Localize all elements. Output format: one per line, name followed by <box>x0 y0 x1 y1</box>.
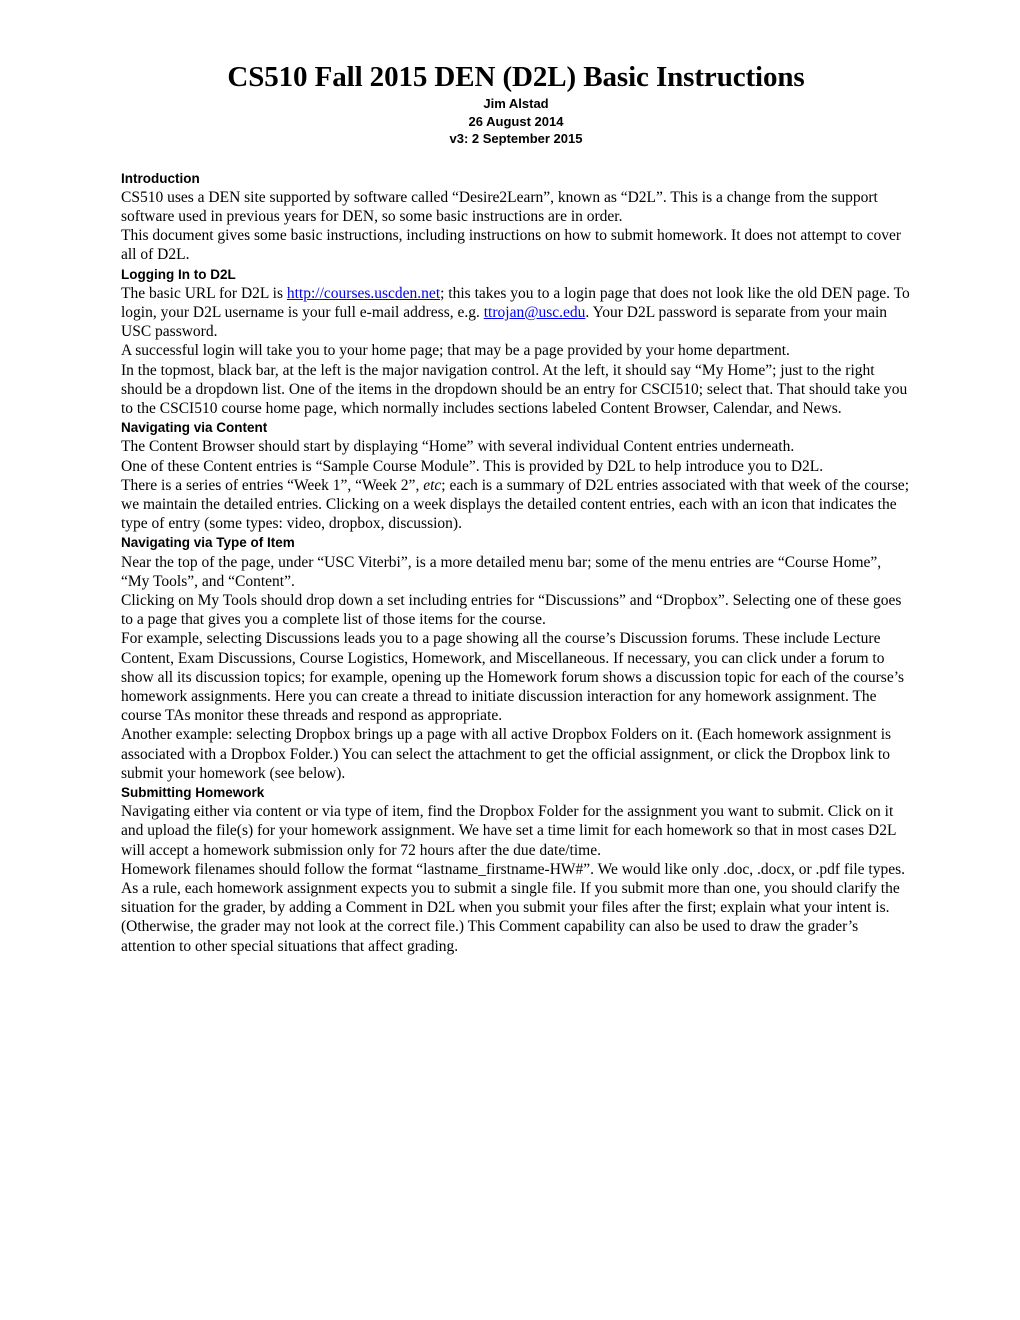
example-email-link[interactable]: ttrojan@usc.edu <box>483 303 586 321</box>
heading-nav-content: Navigating via Content <box>121 420 268 436</box>
heading-introduction: Introduction <box>121 170 200 186</box>
nav-content-text-a: There is a series of entries “Week 1”, “Week 2”, <box>121 476 424 494</box>
intro-paragraph-1: CS510 uses a DEN site supported by software called “Desire2Learn”, known as “D2L”. This is a change from the support software used in previous years for DEN, so some basic instructions are in order. <box>121 188 878 225</box>
heading-logging-in: Logging In to D2L <box>121 266 236 282</box>
d2l-url-link[interactable]: http://courses.uscden.net <box>286 284 441 302</box>
heading-nav-type: Navigating via Type of Item <box>121 535 295 551</box>
nav-type-paragraph-2: Clicking on My Tools should drop down a set including entries for “Discussions” and “Dropbox”. Selecting one of these goes to a page that gives you a complete list of those items for the course. <box>121 591 902 629</box>
intro-paragraph-2: This document gives some basic instructions, including instructions on how to submit homework. It does not attempt to cover all of D2L. <box>121 227 902 264</box>
document-page <box>121 60 911 956</box>
nav-type-paragraph-4: Another example: selecting Dropbox brings up a page with all active Dropbox Folders on it. (Each homework assignment is associated with a Dropbox Folder.) You can select the attachment to get the official assignment, or click the Dropbox link to submit your homework (see below). <box>121 726 892 782</box>
submit-paragraph-3: As a rule, each homework assignment expects you to submit a single file. If you submit more than one, you should clarify the situation for the grader, by adding a Comment in D2L when you submit your files after the first; explain what your intent is. (Otherwise, the grader may not look at the correct file.) This Comment capability can also be used to draw the grader’s attention to other special situations that affect grading. <box>121 880 900 955</box>
nav-type-paragraph-1: Near the top of the page, under “USC Viterbi”, is a more detailed menu bar; some of the menu entries are “Course Home”, “My Tools”, and “Content”. <box>121 553 882 590</box>
login-text-c: . Your D2L password is separate from your main USC password. <box>121 303 888 341</box>
login-text-b: ; this takes you to a login page that does not look like the old DEN page. To login, your D2L username is your full e-mail address, e.g. <box>121 284 910 321</box>
etc-italic: etc <box>423 476 442 494</box>
login-paragraph-3: In the topmost, black bar, at the left is the major navigation control. At the left, it should say “My Home”; just to the right should be a dropdown list. One of the items in the dropdown should be an entry for CSCI510; select that. That should take you to the CSCI510 course home page, which normally includes sections labeled Content Browser, Calendar, and News. <box>121 361 908 417</box>
author-name: Jim Alstad <box>483 96 549 111</box>
heading-submitting: Submitting Homework <box>121 785 265 800</box>
login-text-a: The basic URL for D2L is <box>121 284 287 302</box>
nav-content-paragraph-1: The Content Browser should start by displaying “Home” with several individual Content entries underneath. <box>121 438 795 456</box>
document-body <box>121 169 911 956</box>
nav-type-paragraph-3: For example, selecting Discussions leads you to a page showing all the course’s Discussion forums. These include Lecture Content, Exam Discussions, Course Logistics, Homework, and Miscellaneous. If necessary, you can click under a forum to show all its discussion topics; for example, opening up the Homework forum shows a discussion topic for each of the course’s homework assignments. Here you can create a thread to initiate discussion interaction for any homework assignment. The course TAs monitor these threads and respond as appropriate. <box>121 630 905 725</box>
document-version: v3: 2 September 2015 <box>449 131 583 146</box>
nav-content-text-b: ; each is a summary of D2L entries associated with that week of the course; we maintain the detailed entries. Clicking on a week displays the detailed content entries, each with an icon that indicates the type of entry (some types: video, dropbox, discussion). <box>121 476 909 533</box>
nav-content-paragraph-3 <box>121 476 911 534</box>
submit-paragraph-2: Homework filenames should follow the format “lastname_firstname-HW#”. We would like only .doc, .docx, or .pdf file types. <box>121 860 906 878</box>
submit-paragraph-1: Navigating either via content or via type of item, find the Dropbox Folder for the assignment you want to submit. Click on it and upload the file(s) for your homework assignment. We have set a time limit for each homework so that in most cases D2L will accept a homework submission only for 72 hours after the due date/time. <box>121 803 896 859</box>
login-paragraph-1 <box>121 284 911 342</box>
document-meta <box>121 95 911 148</box>
document-title: CS510 Fall 2015 DEN (D2L) Basic Instructions <box>227 61 805 93</box>
nav-content-paragraph-2: One of these Content entries is “Sample Course Module”. This is provided by D2L to help introduce you to D2L. <box>121 457 824 475</box>
login-paragraph-2: A successful login will take you to your home page; that may be a page provided by your home department. <box>121 342 790 360</box>
document-date: 26 August 2014 <box>468 113 564 129</box>
